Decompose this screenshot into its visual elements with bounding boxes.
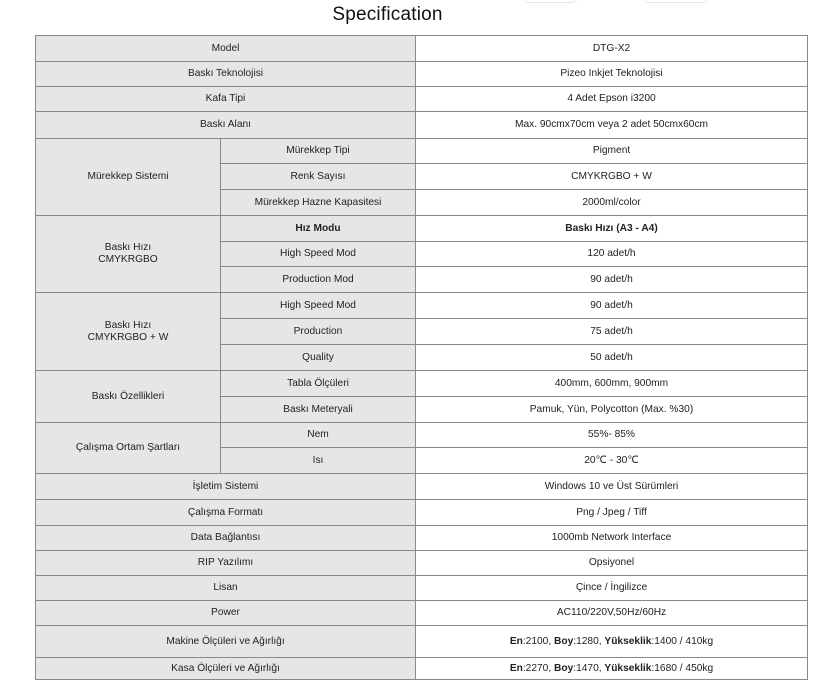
row-label-case-dims: Kasa Ölçüleri ve Ağırlığı [36, 658, 416, 680]
row-value-language: Çince / İngilizce [416, 576, 808, 601]
print-speed-header: Baskı Hızı (A3 - A4) [416, 216, 808, 242]
sub-value: 90 adet/h [416, 293, 808, 319]
sub-label: Isı [221, 448, 416, 474]
speed-mode-header: Hız Modu [221, 216, 416, 242]
table-row [36, 423, 808, 448]
table-row [36, 62, 808, 87]
table-row [36, 293, 808, 319]
group-label-line: CMYKRGBO [98, 254, 158, 265]
sub-label: Tabla Ölçüleri [221, 371, 416, 397]
group-label-ink-system: Mürekkep Sistemi [36, 139, 221, 216]
sub-value: 20℃ - 30℃ [416, 448, 808, 474]
dim-boy-label: Boy [554, 635, 574, 647]
row-value-rip: Opsiyonel [416, 551, 808, 576]
table-row [36, 658, 808, 680]
table-row [36, 87, 808, 112]
sub-label: Production Mod [221, 267, 416, 293]
sub-label: Quality [221, 345, 416, 371]
table-row [36, 36, 808, 62]
sub-label: Baskı Meteryali [221, 397, 416, 423]
row-label-format: Çalışma Formatı [36, 500, 416, 526]
row-value-print-tech: Pizeo Inkjet Teknolojisi [416, 62, 808, 87]
row-value-case-dims [416, 658, 808, 680]
sub-value: Pamuk, Yün, Polycotton (Max. %30) [416, 397, 808, 423]
sub-label: High Speed Mod [221, 242, 416, 267]
table-row [36, 139, 808, 164]
group-label-speed-cmykrgbo [36, 216, 221, 293]
sub-value: Pigment [416, 139, 808, 164]
decorative-arc [520, 0, 580, 3]
sub-label: Nem [221, 423, 416, 448]
dim-height-label: Yükseklik [604, 662, 652, 674]
row-label-print-tech: Baskı Teknolojisi [36, 62, 416, 87]
table-row [36, 216, 808, 242]
sub-label: Mürekkep Hazne Kapasitesi [221, 190, 416, 216]
row-label-print-area: Baskı Alanı [36, 112, 416, 139]
sub-label: Mürekkep Tipi [221, 139, 416, 164]
dim-boy-value: :1280, [573, 635, 605, 647]
sub-value: 2000ml/color [416, 190, 808, 216]
dim-en-value: :2100, [522, 635, 554, 647]
table-row [36, 626, 808, 658]
table-row [36, 112, 808, 139]
dim-boy-label: Boy [554, 662, 574, 674]
table-row [36, 551, 808, 576]
row-value-model: DTG-X2 [416, 36, 808, 62]
row-label-connection: Data Bağlantısı [36, 526, 416, 551]
group-label-line: CMYKRGBO + W [87, 331, 169, 343]
row-label-machine-dims: Makine Ölçüleri ve Ağırlığı [36, 626, 416, 658]
row-value-head-type: 4 Adet Epson i3200 [416, 87, 808, 112]
row-label-os: İşletim Sistemi [36, 474, 416, 500]
group-label-work-env: Çalışma Ortam Şartları [36, 423, 221, 474]
group-label-print-features: Baskı Özellikleri [36, 371, 221, 423]
sub-label: High Speed Mod [221, 293, 416, 319]
sub-value: 400mm, 600mm, 900mm [416, 371, 808, 397]
dim-en-label: En [509, 662, 523, 674]
table-row [36, 371, 808, 397]
sub-label: Renk Sayısı [221, 164, 416, 190]
row-value-machine-dims [416, 626, 808, 658]
sub-value: 75 adet/h [416, 319, 808, 345]
dim-boy-value: :1470, [573, 662, 605, 674]
row-value-print-area: Max. 90cmx70cm veya 2 adet 50cmx60cm [416, 112, 808, 139]
row-label-rip: RIP Yazılımı [36, 551, 416, 576]
dim-en-label: En [509, 635, 523, 647]
row-label-head-type: Kafa Tipi [36, 87, 416, 112]
dim-height-value: :1680 / 450kg [651, 662, 714, 674]
group-label-speed-cmykrgbo-w [36, 293, 221, 371]
table-row [36, 474, 808, 500]
specification-table [35, 35, 808, 680]
row-label-power: Power [36, 601, 416, 626]
page-title: Specification [332, 4, 443, 25]
group-label-line: Baskı Hızı [104, 242, 152, 253]
table-row [36, 576, 808, 601]
sub-value: 55%- 85% [416, 423, 808, 448]
dim-height-value: :1400 / 410kg [651, 635, 714, 647]
table-row [36, 526, 808, 551]
table-row [36, 601, 808, 626]
table-row [36, 500, 808, 526]
row-value-power: AC110/220V,50Hz/60Hz [416, 601, 808, 626]
dim-en-value: :2270, [522, 662, 554, 674]
sub-value: CMYKRGBO + W [416, 164, 808, 190]
row-value-format: Png / Jpeg / Tiff [416, 500, 808, 526]
sub-label: Production [221, 319, 416, 345]
sub-value: 90 adet/h [416, 267, 808, 293]
row-value-connection: 1000mb Network Interface [416, 526, 808, 551]
sub-value: 120 adet/h [416, 242, 808, 267]
dim-height-label: Yükseklik [604, 635, 652, 647]
row-label-model: Model [36, 36, 416, 62]
sub-value: 50 adet/h [416, 345, 808, 371]
decorative-arc [640, 0, 710, 3]
group-label-line: Baskı Hızı [104, 319, 152, 331]
row-value-os: Windows 10 ve Üst Sürümleri [416, 474, 808, 500]
row-label-language: Lisan [36, 576, 416, 601]
